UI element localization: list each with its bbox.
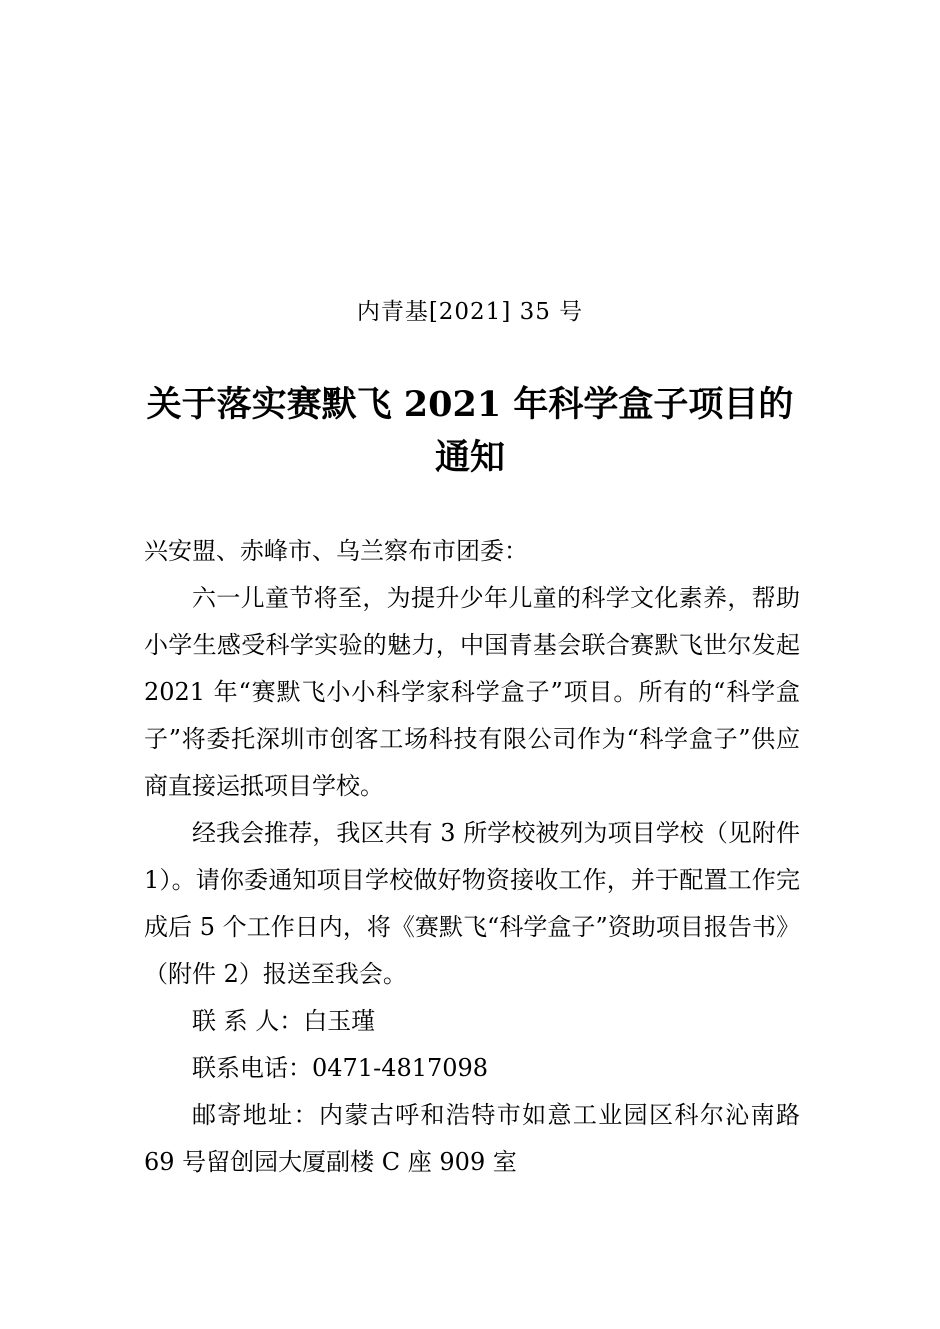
contact-person: 白玉瑾 [303, 1007, 376, 1035]
contact-phone-label: 联系电话： [192, 1054, 312, 1082]
contact-person-line [144, 998, 800, 1045]
paragraph-intro: 六一儿童节将至，为提升少年儿童的科学文化素养，帮助小学生感受科学实验的魅力，中国青基会联合赛默飞世尔发起 2021 年“赛默飞小小科学家科学盒子”项目。所有的“科学盒子”将委托深圳市创客工场科技有限公司作为“科学盒子”供应商直接运抵项目学校。 [144, 584, 800, 800]
contact-address: 内蒙古呼和浩特市如意工业园区科尔沁南路 69 号留创园大厦副楼 C 座 909 室 [144, 1101, 801, 1176]
contact-address-line [144, 1092, 800, 1186]
document-number: 内青基[2021] 35 号 [356, 299, 584, 325]
contact-phone-line [144, 1045, 800, 1092]
document-body [144, 528, 800, 1186]
contact-address-label: 邮寄地址： [192, 1101, 319, 1129]
salutation: 兴安盟、赤峰市、乌兰察布市团委： [144, 537, 528, 565]
paragraph-schools: 经我会推荐，我区共有 3 所学校被列为项目学校（见附件 1）。请你委通知项目学校做好物资接收工作，并于配置工作完成后 5 个工作日内，将《赛默飞“科学盒子”资助项目报告书》（附件 2）报送至我会。 [144, 819, 800, 988]
contact-person-label: 联 系 人： [192, 1007, 304, 1035]
document-title: 关于落实赛默飞 2021 年科学盒子项目的通知 [146, 384, 794, 478]
contact-phone: 0471-4817098 [312, 1054, 489, 1082]
